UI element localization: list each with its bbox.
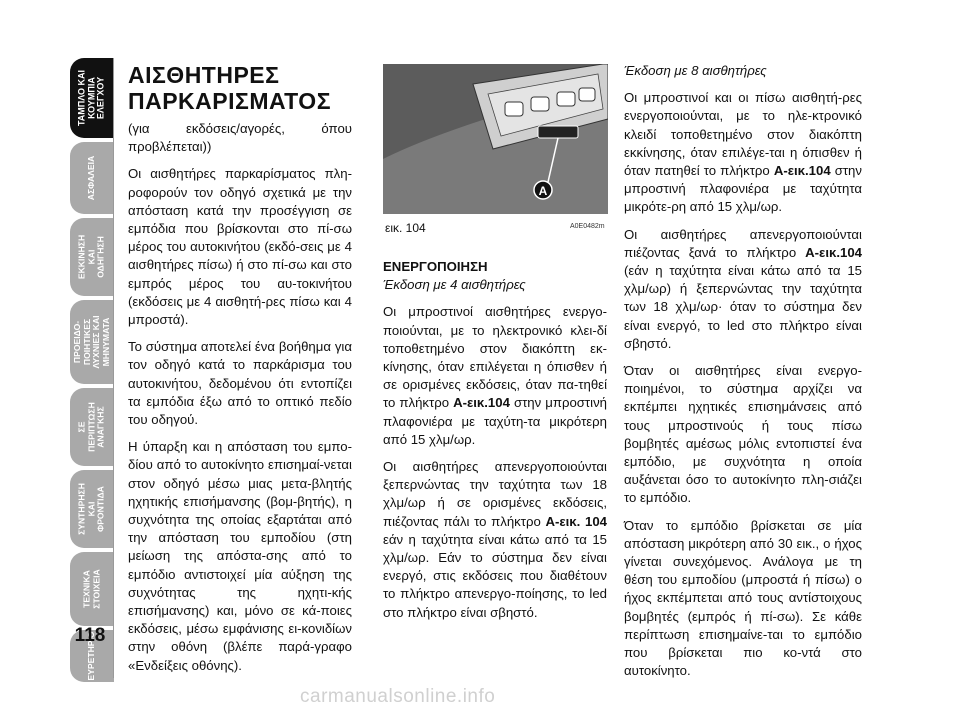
column-1 xyxy=(128,58,352,684)
paragraph: Οι μπροστινοί αισθητήρες ενεργο-ποιούνται, με το ηλεκτρονικό κλει-δί τοποθετημένο στον διακόπτη εκ-κίνησης, όταν επιλέγεται η όπισθεν ή σε ορισμένες εκδόσεις, όταν πα-τηθεί το πλήκτρο A-εικ.104 στην μπροστινή πλαφονιέρα με ταχύτη-τα μικρότερη από 15 χλμ/ωρ. xyxy=(383,304,607,447)
version-8-sensors: Έκδοση με 8 αισθητήρες xyxy=(624,63,767,78)
paragraph: Οι αισθητήρες απενεργοποιούνται ξεπερνώντας την ταχύτητα των 18 χλμ/ωρ ή σε ορισμένες εκδόσεις, πιέζοντας πάλι το πλήκτρο A-εικ. 104 εάν η ταχύτητα είναι κάτω από τα 15 χλμ/ωρ. Εάν το σύστημα δεν είναι ενεργό, στις εκδόσεις που διαθέτουν το πλήκτρο απενεργο-ποίησης, το led στο πλήκτρο είναι σβηστό. xyxy=(383,459,607,620)
tab-label: ΤΑΜΠΛΟ ΚΑΙ ΚΟΥΜΠΙΑ ΕΛΕΓΧΟΥ xyxy=(76,69,106,127)
tab-label: ΠΡΟΕΙΔΟ- ΠΟΙΗΤΙΚΕΣ ΛΥΧΝΙΕΣ ΚΑΙ ΜΗΝΥΜΑΤΑ xyxy=(71,315,111,369)
chapter-sidebar xyxy=(62,58,114,681)
tab-technical-data[interactable] xyxy=(70,552,114,626)
paragraph: Οι μπροστινοί και οι πίσω αισθητή-ρες ενεργοποιούνται, με το ηλε-κτρονικό κλειδί τοποθετημένο στον διακόπτη εκκίνησης, όταν επιλέγε-ται η όπισθεν ή όταν πατηθεί το πλήκτρο A-εικ.104 στην μπροστινή πλαφονιέρα με ταχύτητα μικρότε-ρη από 15 χλμ/ωρ. xyxy=(624,90,862,215)
ceiling-lamp-illustration xyxy=(383,64,608,214)
section-title: ΑΙΣΘΗΤΗΡΕΣ ΠΑΡΚΑΡΙΣΜΑΤΟΣ xyxy=(128,62,331,114)
version-4-sensors: Έκδοση με 4 αισθητήρες xyxy=(383,277,526,293)
paragraph: Το σύστημα αποτελεί ένα βοήθημα για τον οδηγό κατά το παρκάρισμα του αυτοκινήτου, δεδομένου ότι εντοπίζει τα εμπόδια έξω από το οπτικό πεδίο του οδηγού. xyxy=(128,339,352,428)
section-subtitle: (για εκδόσεις/αγορές, όπου προβλέπεται)) xyxy=(128,121,352,155)
tab-dashboard-controls[interactable] xyxy=(70,58,114,138)
column-2 xyxy=(383,258,607,631)
tab-label: ΕΥΡΕΤΗΡΙΟ xyxy=(86,631,97,681)
activation-heading: ΕΝΕΡΓΟΠΟΙΗΣΗ xyxy=(383,259,488,274)
sidebar-divider xyxy=(113,58,114,678)
tab-label: ΑΣΦΑΛΕΙΑ xyxy=(86,155,97,201)
page-number: 118 xyxy=(74,625,106,646)
paragraph: Η ύπαρξη και η απόσταση του εμπο-δίου από το αυτοκίνητο επισημαί-νεται στον οδηγό μέσω μιας μετα-βλητής ηχητικής επισήμανσης (βομ-βητής), η συχνότητα της οποίας εξαρτάται από την απόσταση του εμποδίου (στη μείωση της απόστα-σης από το εμπόδιο αντιστοιχεί μία αύξηση της συχνότητας της ηχητι-κής επισήμανσης) και, μόνο σε κά-ποιες εκδόσεις, μέσω εμφάνισης ει-κονιδίων στην οθόνη (βλέπε παρά-γραφο «Ενδείξεις οθόνης). xyxy=(128,439,352,673)
figure-caption: εικ. 104 xyxy=(385,221,426,235)
callout-a-label: A xyxy=(538,184,548,198)
paragraph: Οι αισθητήρες απενεργοποιούνται πιέζοντας ξανά το πλήκτρο A-εικ.104 (εάν η ταχύτητα είναι κάτω από τα 15 χλμ/ωρ) ή ξεπερνώντας την ταχύτητα των 18 χλμ/ωρ· όταν το σύστημα δεν είναι ενεργό, το led στο πλήκτρο είναι σβηστό. xyxy=(624,226,862,351)
tab-starting-driving[interactable] xyxy=(70,218,114,296)
tab-maintenance[interactable] xyxy=(70,470,114,548)
paragraph: Όταν το εμπόδιο βρίσκεται σε μία απόσταση μικρότερη από 30 εικ., ο ήχος γίνεται συνεχόμενος. Ανάλογα με τη θέση του εμποδίου (μπροστά ή πίσω) ο ήχος εκπέμπεται από τους αντίστοιχους βομβητές (εμπρός ή πί-σω). Σε κάθε περίπτωση επισημαίνε-ται το εμπόδιο που βρίσκεται πιο κο-ντά στο αυτοκίνητο. xyxy=(624,517,862,679)
tab-label: ΕΚΚΙΝΗΣΗ ΚΑΙ ΟΔΗΓΗΣΗ xyxy=(76,234,106,280)
paragraph: Οι αισθητήρες παρκαρίσματος πλη-ροφορούν τον οδηγό σχετικά με την απόσταση κατά την προσέγγιση σε εμπόδια που βρίσκονται στο πί-σω μέρος του αυτοκινήτου (εκδό-σεις με 4 αισθητήρες πίσω) ή στο πί-σω και στο εμπρός μέρος του αυ-τοκινήτου (εκδόσεις με 4 αισθητή-ρες πίσω και 4 μπροστά). xyxy=(128,166,352,328)
column-3 xyxy=(624,62,862,690)
tab-label: ΤΕΧΝΙΚΑ ΣΤΟΙΧΕΙΑ xyxy=(81,569,101,609)
tab-emergency[interactable] xyxy=(70,388,114,466)
tab-warning-lights[interactable] xyxy=(70,300,114,384)
tab-label: ΣΥΝΤΗΡΗΣΗ ΚΑΙ ΦΡΟΝΤΙΔΑ xyxy=(76,483,106,535)
tab-label: ΣΕ ΠΕΡΙΠΤΩΣΗ ΑΝΑΓΚΗΣ xyxy=(76,402,106,452)
figure-code: A0E0482m xyxy=(570,223,605,230)
watermark: carmanualsonline.info xyxy=(300,686,496,707)
figure-ceiling-lamp xyxy=(383,64,608,214)
paragraph: Όταν οι αισθητήρες είναι ενεργο-ποιημένοι, το σύστημα αρχίζει να εκπέμπει ηχητικές επισημάνσεις από τους μπροστινούς ή τους πίσω βομβητές αμέσως μόλις εντοπιστεί ένα εμπόδιο, με συχνότητα η οποία αυξάνεται όσο το αυτοκίνητο πλη-σιάζει το εμπόδιο. xyxy=(624,363,862,506)
tab-safety[interactable] xyxy=(70,142,114,214)
